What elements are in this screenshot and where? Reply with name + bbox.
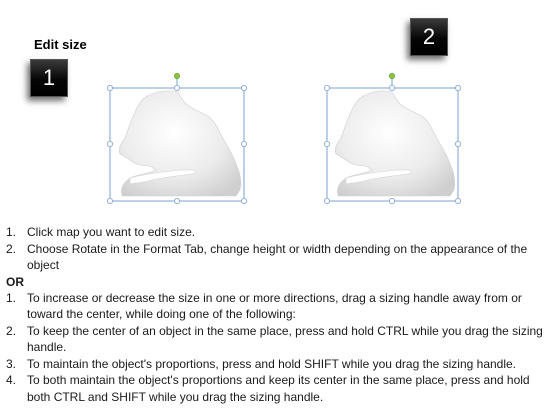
list-number: 2. [6, 323, 17, 338]
steps-list-b [6, 290, 556, 406]
list-number: 1. [6, 290, 17, 305]
list-number: 4. [6, 373, 17, 387]
step-badge-1: 1 [30, 59, 68, 97]
map-2-graphic [320, 70, 470, 210]
list-item [6, 323, 556, 356]
list-text: Click map you want to edit size. [27, 225, 196, 239]
list-item [6, 372, 556, 405]
list-item [6, 290, 556, 323]
steps-list-a [6, 224, 556, 274]
map-1-graphic [100, 70, 260, 210]
list-text: Choose Rotate in the Format Tab, change height or width depending on the appearance of the object [27, 241, 528, 272]
or-label: OR [6, 274, 24, 289]
rotate-handle[interactable] [174, 73, 179, 78]
list-number: 2. [6, 241, 17, 256]
list-number: 3. [6, 356, 17, 371]
map-object-2[interactable] [320, 70, 470, 210]
list-item [6, 241, 556, 274]
list-text: To increase or decrease the size in one or more directions, drag a sizing handle away from or toward the center, while doing one of the following: [27, 290, 522, 321]
map-object-1[interactable] [100, 70, 260, 210]
list-number: 1. [6, 225, 17, 239]
instructions [6, 224, 556, 405]
list-item [6, 224, 556, 241]
list-item [6, 356, 556, 373]
list-text: To maintain the object's proportions, press and hold SHIFT while you drag the sizing handle. [27, 356, 517, 371]
page-title: Edit size [34, 37, 87, 52]
list-text: To both maintain the object's proportions and keep its center in the same place, press and hold both CTRL and SHIFT while you drag the sizing handle. [27, 373, 530, 404]
list-text: To keep the center of an object in the same place, press and hold CTRL while you drag the sizing handle. [27, 323, 543, 354]
step-badge-2: 2 [410, 18, 448, 56]
rotate-handle[interactable] [389, 73, 394, 78]
